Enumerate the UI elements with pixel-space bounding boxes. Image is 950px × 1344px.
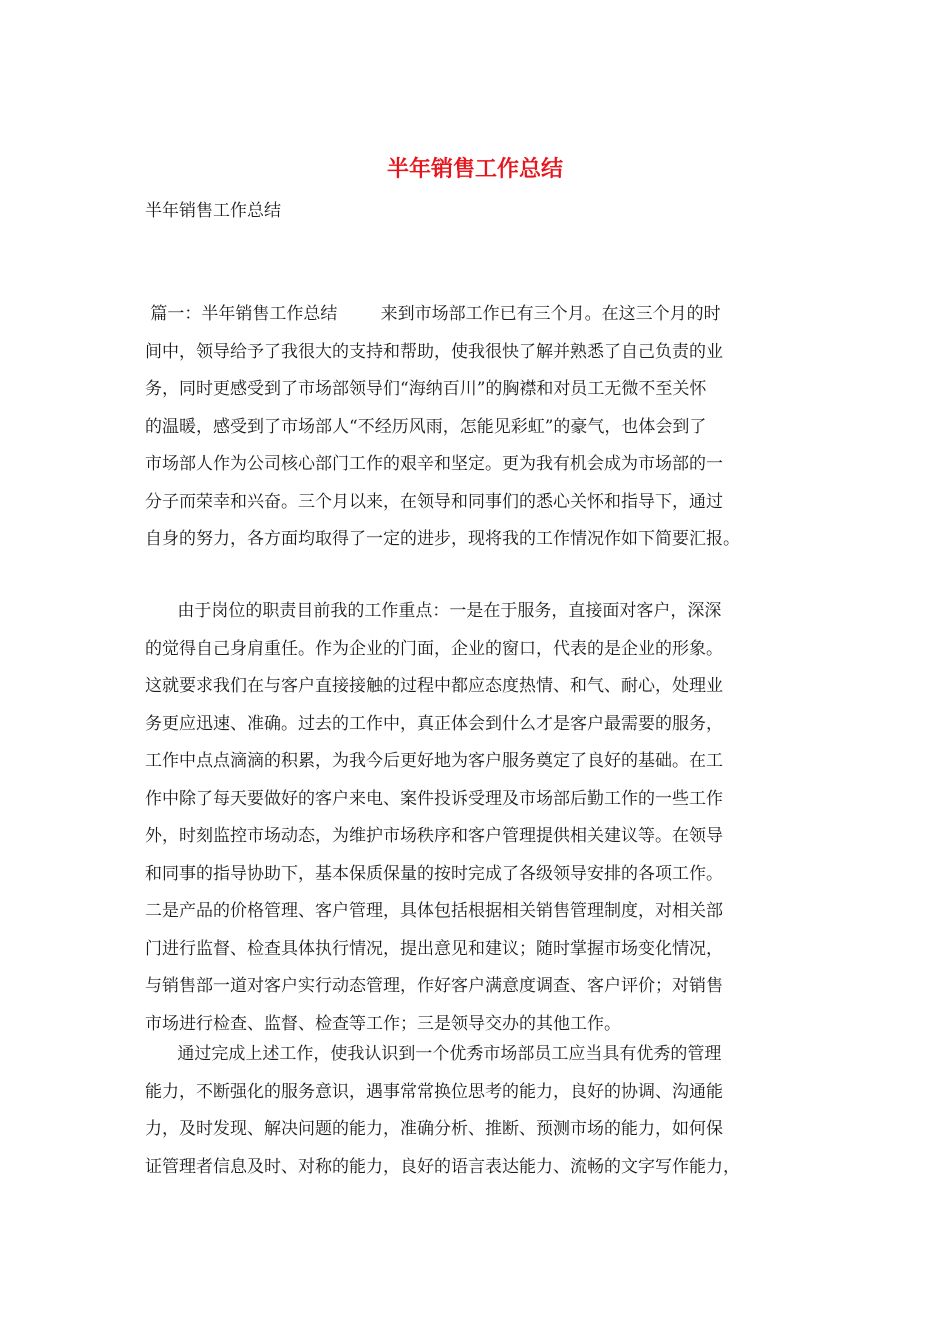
- paragraph-line: 间中，领导给予了我很大的支持和帮助，使我很快了解并熟悉了自己负责的业: [145, 341, 723, 362]
- paragraph-line: 自身的努力，各方面均取得了一定的进步，现将我的工作情况作如下简要汇报。: [145, 529, 740, 549]
- paragraph-line: 市场进行检查、监督、检查等工作；三是领导交办的其他工作。: [145, 1013, 621, 1034]
- paragraph-line: 的觉得自己身肩重任。作为企业的门面，企业的窗口，代表的是企业的形象。: [145, 638, 723, 659]
- paragraph-line: 这就要求我们在与客户直接接触的过程中都应态度热情、和气、耐心，处理业: [145, 676, 723, 696]
- paragraph-line: 务，同时更感受到了市场部领导们“海纳百川”的胸襟和对员工无微不至关怀: [145, 379, 707, 399]
- paragraph-1: [145, 296, 807, 559]
- paragraph-line: 篇一：半年销售工作总结 来到市场部工作已有三个月。在这三个月的时: [145, 304, 721, 324]
- paragraph-line: 门进行监督、检查具体执行情况，提出意见和建议；随时掌握市场变化情况，: [145, 938, 723, 959]
- paragraph-line: 的温暖，感受到了市场部人“不经历风雨，怎能见彩虹”的豪气，也体会到了: [145, 416, 707, 437]
- document-subtitle: 半年销售工作总结: [145, 201, 281, 221]
- paragraph-line: 二是产品的价格管理、客户管理，具体包括根据相关销售管理制度，对相关部: [145, 901, 723, 921]
- paragraph-line: 外，时刻监控市场动态，为维护市场秩序和客户管理提供相关建议等。在领导: [145, 826, 723, 846]
- paragraph-line: 能力，不断强化的服务意识，遇事常常换位思考的能力，良好的协调、沟通能: [145, 1081, 723, 1102]
- paragraph-line: 作中除了每天要做好的客户来电、案件投诉受理及市场部后勤工作的一些工作: [145, 788, 723, 809]
- paragraph-line: 与销售部一道对客户实行动态管理，作好客户满意度调查、客户评价；对销售: [145, 976, 723, 996]
- paragraph-line: 由于岗位的职责目前我的工作重点：一是在于服务，直接面对客户，深深: [145, 601, 722, 621]
- paragraph-line: 市场部人作为公司核心部门工作的艰辛和坚定。更为我有机会成为市场部的一: [145, 454, 723, 474]
- paragraph-line: 力，及时发现、解决问题的能力，准确分析、推断、预测市场的能力，如何保: [145, 1119, 723, 1139]
- paragraph-line: 工作中点点滴滴的积累，为我今后更好地为客户服务奠定了良好的基础。在工: [145, 751, 723, 771]
- paragraph-line: 和同事的指导协助下，基本保质保量的按时完成了各级领导安排的各项工作。: [145, 863, 723, 884]
- document-title: 半年销售工作总结: [386, 156, 563, 182]
- paragraph-line: 证管理者信息及时、对称的能力，良好的语言表达能力、流畅的文字写作能力，: [145, 1156, 740, 1177]
- paragraph-line: 务更应迅速、准确。过去的工作中，真正体会到什么才是客户最需要的服务，: [145, 713, 723, 734]
- paragraph-3: [145, 1036, 807, 1186]
- paragraph-line: 通过完成上述工作，使我认识到一个优秀市场部员工应当具有优秀的管理: [145, 1044, 722, 1064]
- paragraph-line: 分子而荣幸和兴奋。三个月以来，在领导和同事们的悉心关怀和指导下，通过: [145, 491, 723, 512]
- paragraph-2: [145, 593, 807, 1043]
